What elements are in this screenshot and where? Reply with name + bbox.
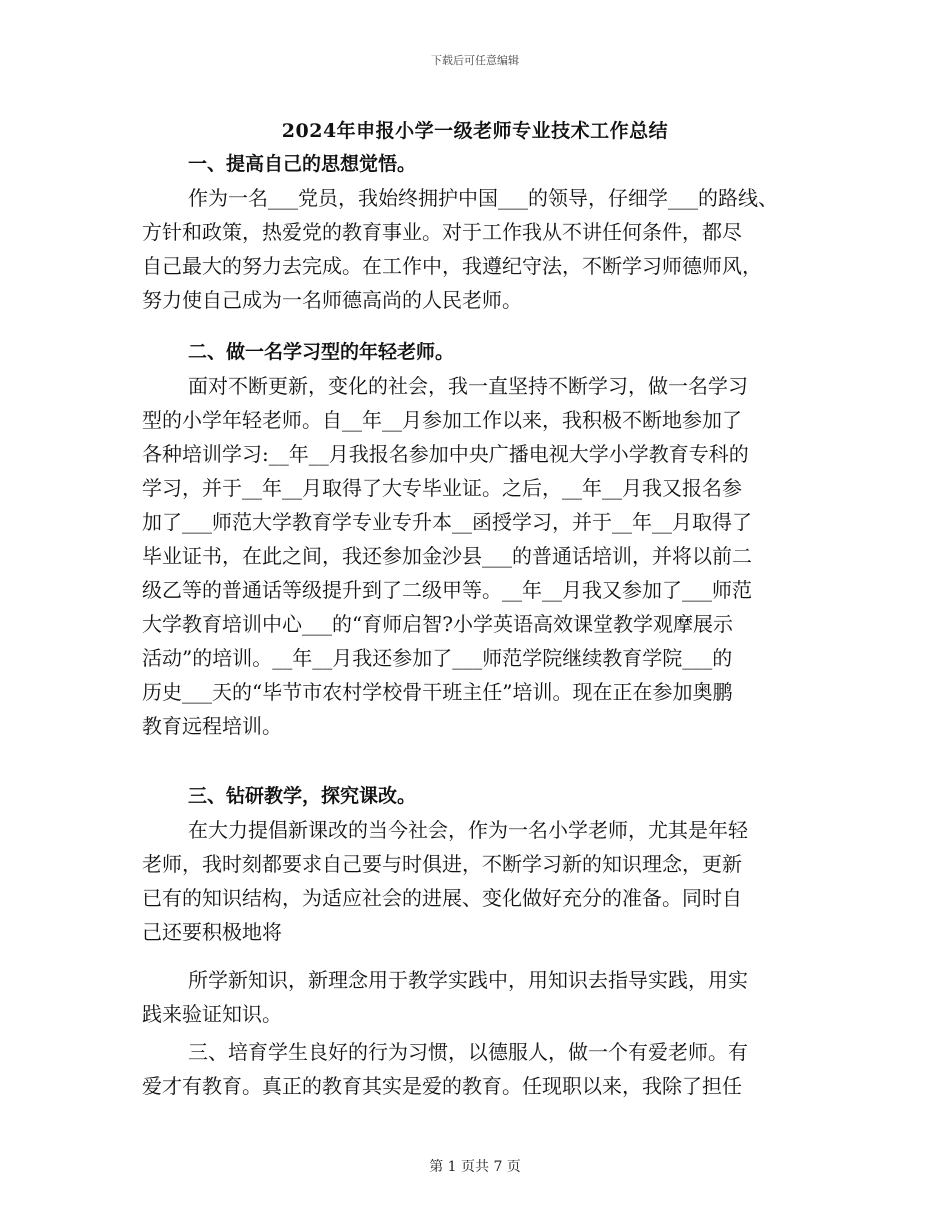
paragraph-line: 爱才有教育。真正的教育其实是爱的教育。任现职以来，我除了担任: [142, 1074, 742, 1098]
paragraph-line: 毕业证书，在此之间，我还参加金沙县___的普通话培训，并将以前二: [142, 544, 752, 568]
paragraph-line: 加了___师范大学教育学专业专升本__函授学习，并于__年__月取得了: [142, 510, 752, 534]
paragraph-line: 方针和政策，热爱党的教育事业。对于工作我从不讲任何条件，都尽: [142, 220, 742, 244]
paragraph-line: 努力使自己成为一名师德高尚的人民老师。: [142, 288, 522, 312]
section-heading: 二、做一名学习型的年轻老师。: [188, 341, 455, 363]
paragraph-line: 学习，并于__年__月取得了大专毕业证。之后，__年__月我又报名参: [142, 476, 742, 500]
paragraph-line: 大学教育培训中心___的“育师启智?小学英语高效课堂教学观摩展示: [142, 612, 733, 636]
paragraph-line: 老师，我时刻都要求自己要与时俱进，不断学习新的知识理念，更新: [142, 852, 742, 876]
section-heading: 一、提高自己的思想觉悟。: [188, 153, 417, 175]
paragraph-line: 教育远程培训。: [142, 714, 282, 738]
section-heading: 三、钻研教学，探究课改。: [188, 785, 417, 807]
paragraph-line: 自己最大的努力去完成。在工作中，我遵纪守法，不断学习师德师风，: [142, 254, 762, 278]
page-footer: 第 1 页共 7 页: [429, 1159, 521, 1175]
paragraph-line: 级乙等的普通话等级提升到了二级甲等。__年__月我又参加了___师范: [142, 578, 752, 602]
paragraph-line: 活动”的培训。__年__月我还参加了___师范学院继续教育学院___的: [142, 646, 733, 670]
paragraph-line: 己还要积极地将: [142, 920, 282, 944]
paragraph-line: 已有的知识结构，为适应社会的进展、变化做好充分的准备。同时自: [142, 886, 742, 910]
paragraph-line: 在大力提倡新课改的当今社会，作为一名小学老师，尤其是年轻: [188, 818, 748, 842]
paragraph-line: 作为一名___党员，我始终拥护中国___的领导，仔细学___的路线、: [188, 186, 778, 210]
paragraph-line: 历史___天的“毕节市农村学校骨干班主任”培训。现在正在参加奥鹏: [142, 680, 733, 704]
page-title: 2024年申报小学一级老师专业技术工作总结: [281, 120, 669, 142]
paragraph-line: 所学新知识，新理念用于教学实践中，用知识去指导实践，用实: [188, 968, 748, 992]
paragraph-line: 型的小学年轻老师。自__年__月参加工作以来，我积极不断地参加了: [142, 408, 742, 432]
paragraph-line: 三、培育学生良好的行为习惯，以德服人，做一个有爱老师。有: [188, 1040, 748, 1064]
paragraph-line: 各种培训学习:__年__月我报名参加中央广播电视大学小学教育专科的: [142, 442, 749, 466]
header-note: 下载后可任意编辑: [431, 54, 519, 67]
paragraph-line: 面对不断更新，变化的社会，我一直坚持不断学习，做一名学习: [188, 374, 748, 398]
paragraph-line: 践来验证知识。: [142, 1002, 282, 1026]
